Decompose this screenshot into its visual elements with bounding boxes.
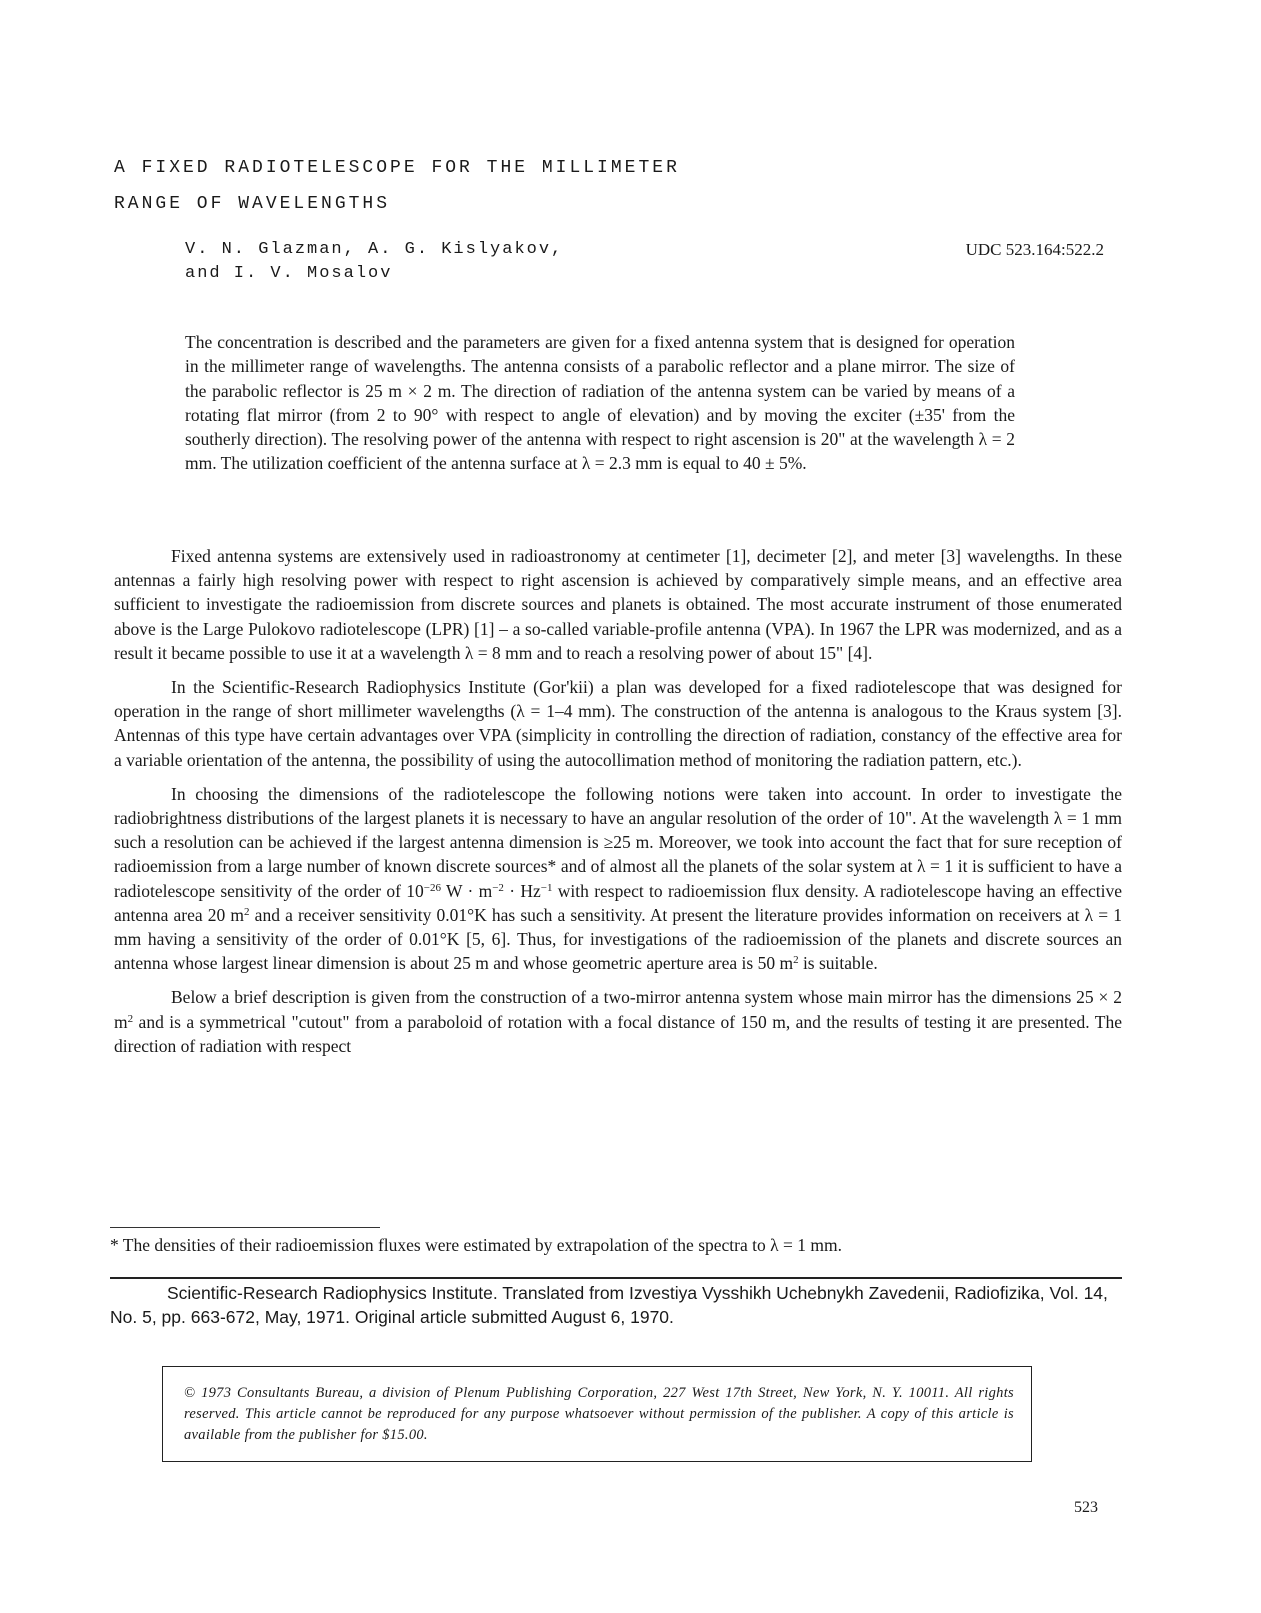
article-title: [114, 150, 680, 222]
page-number: 523: [1074, 1499, 1098, 1516]
paragraph-3-sup-2: −2: [492, 881, 504, 894]
paragraph-4-text-a: Below a brief description is given from the construction of a two-mirror antenna system whose main mirror has the dimensions 25 × 2 m: [114, 987, 1122, 1032]
author-list: [185, 238, 563, 286]
title-line-1: A FIXED RADIOTELESCOPE FOR THE MILLIMETER: [114, 158, 680, 178]
paragraph-3-sup-4: 2: [244, 905, 250, 918]
paragraph-3-sup-1: −26: [423, 881, 441, 894]
paragraph-3-text-e: and a receiver sensitivity 0.01°K has such a sensitivity. At present the literature provides information on receivers at λ = 1 mm having a sensitivity of the order of 0.01°K [5, 6]. Thus, for investigations of the radioemission of the planets and discrete sources an antenna whose largest linear dimension is about 25 m and whose geometric aperture area is 50 m: [114, 904, 1122, 974]
paragraph-4-text-b: and is a symmetrical "cutout" from a paraboloid of rotation with a focal distance of 150 m, and the results of testing it are presented. The direction of radiation with respect: [114, 1011, 1122, 1056]
paragraph-2: In the Scientific-Research Radiophysics Institute (Gor'kii) a plan was developed for a fixed radiotelescope that was designed for operation in the range of short millimeter wavelengths (λ = 1–4 mm). The construction of the antenna is analogous to the Kraus system [3]. Antennas of this type have certain advantages over VPA (simplicity in controlling the direction of radiation, constancy of the effective area for a variable orientation of the antenna, the possibility of using the autocollimation method of monitoring the radiation pattern, etc.).: [114, 677, 1122, 770]
paragraph-3-text-f: is suitable.: [798, 953, 878, 974]
affiliation-note: Scientific-Research Radiophysics Institute. Translated from Izvestiya Vysshikh Uchebnykh Zavedenii, Radiofizika, Vol. 14, No. 5, pp. 663-672, May, 1971. Original article submitted August 6, 1970.: [110, 1283, 1108, 1327]
paragraph-3-sup-3: −1: [540, 881, 553, 894]
udc-code: UDC 523.164:522.2: [965, 240, 1104, 259]
paragraph-3-text-a: In choosing the dimensions of the radiotelescope the following notions were taken into account. In order to investigate the radiobrightness distributions of the largest planets it is necessary to have an angular resolution of the order of 10". At the wavelength λ = 1 mm such a resolution can be achieved if the largest antenna dimension is ≥25 m. Moreover, we took into account the fact that for sure reception of radioemission from a large number of known discrete sources* and of almost all the planets of the solar system at λ = 1 it is sufficient to have a radiotelescope sensitivity of the order of 10: [114, 783, 1122, 901]
copyright-box: [162, 1366, 1032, 1462]
title-line-2: RANGE OF WAVELENGTHS: [114, 194, 391, 214]
paragraph-3-sup-5: 2: [793, 954, 799, 967]
footnote: [110, 1233, 1122, 1257]
authors-line-2: and I. V. Mosalov: [185, 264, 393, 283]
footnote-text: * The densities of their radioemission fluxes were estimated by extrapolation of the spectra to λ = 1 mm.: [110, 1235, 842, 1255]
paragraph-3-text-b: W · m: [440, 880, 493, 901]
paragraph-4: [114, 985, 1122, 1058]
paragraph-3-text-d: with respect to radioemission flux density. A radiotelescope having an effective antenna area 20 m: [114, 880, 1123, 925]
body-text: [114, 544, 1122, 1068]
abstract: The concentration is described and the parameters are given for a fixed antenna system that is designed for operation in the millimeter range of wavelengths. The antenna consists of a parabolic reflector and a plane mirror. The size of the parabolic reflector is 25 m × 2 m. The direction of radiation of the antenna system can be varied by means of a rotating flat mirror (from 2 to 90° with respect to angle of elevation) and by moving the exciter (±35' from the southerly direction). The resolving power of the antenna with respect to right ascension is 20" at the wavelength λ = 2 mm. The utilization coefficient of the antenna surface at λ = 2.3 mm is equal to 40 ± 5%.: [185, 332, 1015, 474]
footnote-rule: [110, 1227, 380, 1228]
paragraph-3: [114, 782, 1122, 976]
paragraph-4-sup-1: 2: [127, 1012, 134, 1025]
affiliation-rule: [110, 1277, 1122, 1279]
authors-line-1: V. N. Glazman, A. G. Kislyakov,: [185, 240, 564, 259]
paragraph-3-text-c: · Hz: [503, 880, 541, 901]
copyright-text: © 1973 Consultants Bureau, a division of Plenum Publishing Corporation, 227 West 17th Street, New York, N. Y. 10011. All rights reserved. This article cannot be reproduced for any purpose whatsoever without permission of the publisher. A copy of this article is available from the publisher for $15.00.: [184, 1385, 1014, 1443]
paragraph-1: Fixed antenna systems are extensively used in radioastronomy at centimeter [1], decimeter [2], and meter [3] wavelengths. In these antennas a fairly high resolving power with respect to right ascension is achieved by comparatively simple means, and an effective area sufficient to investigate the radioemission from discrete sources and planets is obtained. The most accurate instrument of those enumerated above is the Large Pulokovo radiotelescope (LPR) [1] – a so-called variable-profile antenna (VPA). In 1967 the LPR was modernized, and as a result it became possible to use it at a wavelength λ = 8 mm and to reach a resolving power of about 15" [4].: [114, 546, 1122, 663]
